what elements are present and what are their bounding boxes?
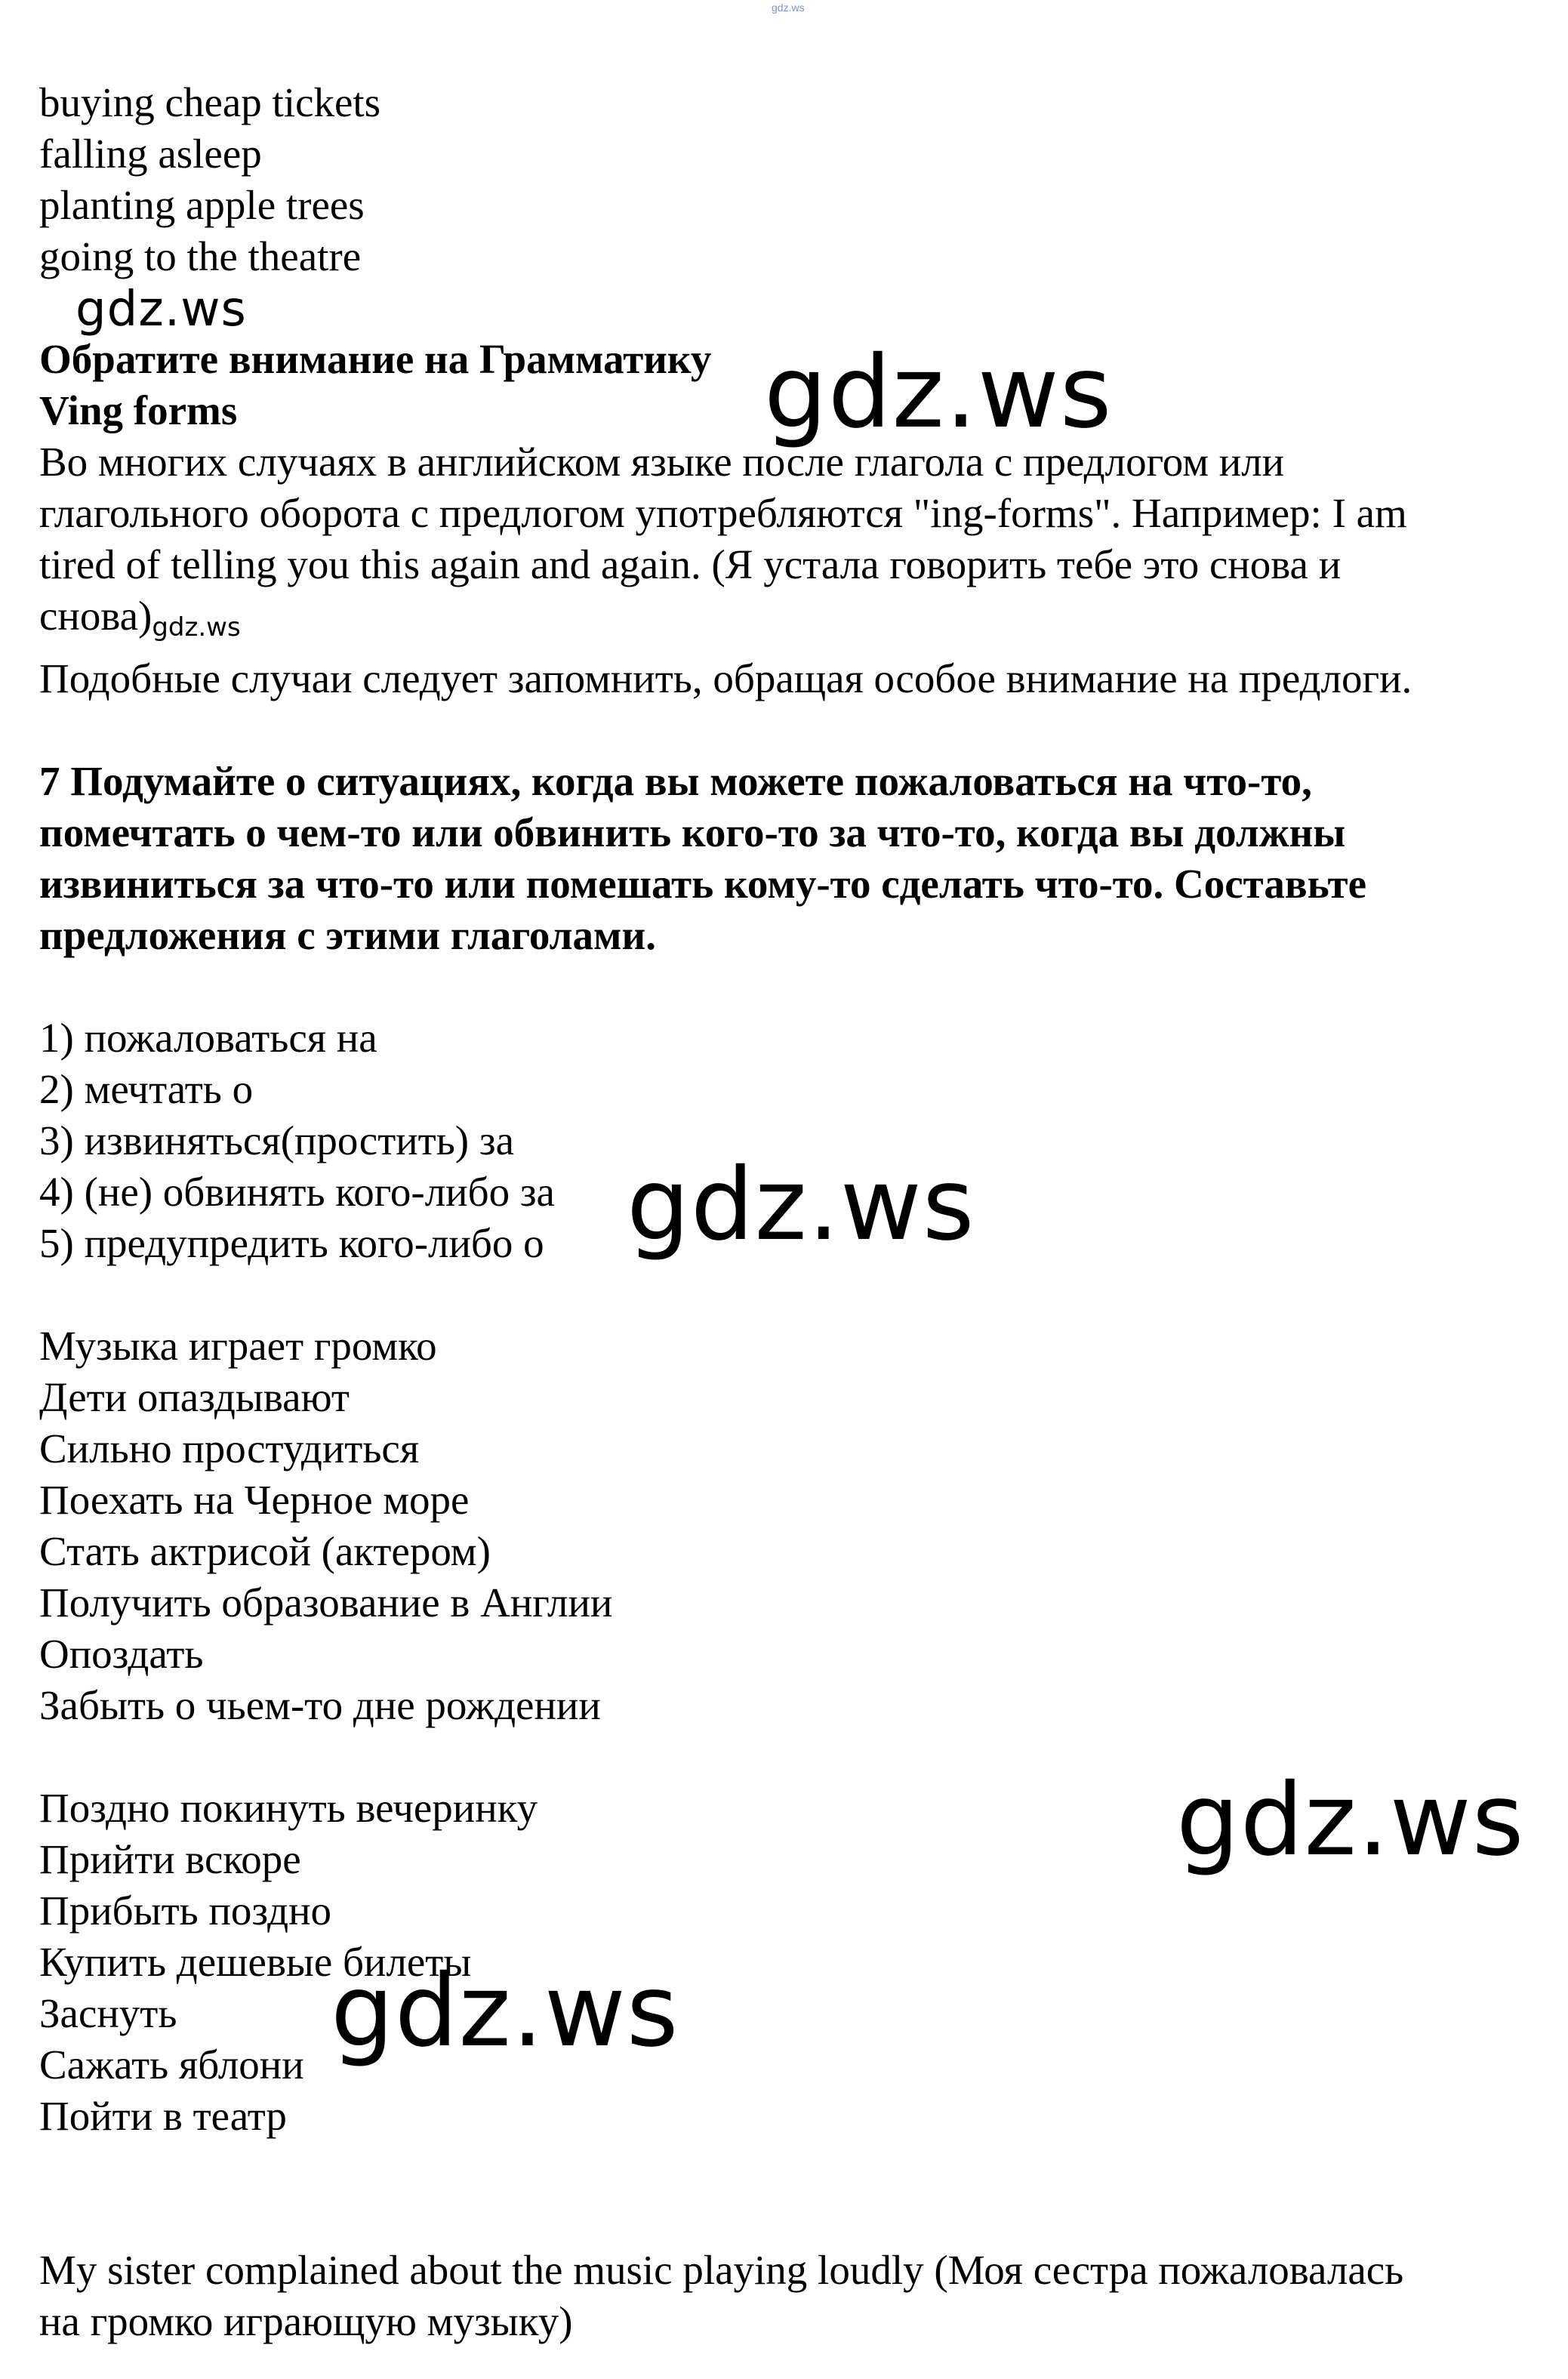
header-watermark: gdz.ws	[772, 2, 805, 14]
watermark-large: gdz.ws	[764, 334, 1113, 451]
task-line: помечтать о чем-то или обвинить кого-то за что-то, когда вы должны	[39, 809, 1346, 855]
situation-item: Прийти вскоре	[39, 1836, 301, 1882]
situation-item: Дети опаздывают	[39, 1374, 350, 1420]
spacer	[39, 1269, 1519, 1320]
situation-item: Пойти в театр	[39, 2093, 287, 2139]
grammar-subheading: Ving forms	[39, 387, 238, 433]
list-item: falling asleep	[39, 131, 262, 177]
situation-item: Поздно покинуть вечеринку	[39, 1785, 538, 1831]
grammar-paragraph-last-line	[39, 590, 1519, 653]
grammar-paragraph-line: Во многих случаях в английском языке после глагола с предлогом или	[39, 439, 1285, 485]
list-item: going to the theatre	[39, 233, 362, 279]
situation-item: Заснуть	[39, 1990, 177, 2036]
situation-item: Сильно простудиться	[39, 1425, 420, 1471]
inline-watermark: gdz.ws	[152, 612, 241, 643]
grammar-paragraph-line: снова)	[39, 593, 152, 639]
grammar-paragraph-line: tired of telling you this again and again. (Я устала говорить тебе это снова и	[39, 541, 1342, 587]
situation-item: Стать актрисой (актером)	[39, 1528, 491, 1574]
grammar-heading: Обратите внимание на Грамматику	[39, 336, 712, 382]
task-line: извиниться за что-то или помешать кому-то сделать что-то. Составьте	[39, 861, 1366, 907]
example-line: на громко играющую музыку)	[39, 2298, 573, 2344]
task-line: предложения с этими глаголами.	[39, 912, 656, 958]
situation-item: Купить дешевые билеты	[39, 1939, 472, 1985]
grammar-note: Подобные случаи следует запомнить, обращая особое внимание на предлоги.	[39, 655, 1412, 701]
verb-item: 5) предупредить кого-либо о	[39, 1220, 544, 1266]
list-item: planting apple trees	[39, 182, 365, 228]
situation-item: Музыка играет громко	[39, 1323, 437, 1369]
situation-item: Получить образование в Англии	[39, 1579, 613, 1626]
watermark-small: gdz.ws	[75, 282, 247, 337]
example-sentence	[39, 2245, 1519, 2347]
task-7	[39, 756, 1519, 961]
spacer	[39, 704, 1519, 756]
situation-item: Опоздать	[39, 1631, 204, 1677]
watermark-large: gdz.ws	[627, 1147, 975, 1263]
spacer	[39, 961, 1519, 1012]
situations-list-1	[39, 1320, 1519, 1731]
situation-item: Забыть о чьем-то дне рождении	[39, 1682, 601, 1728]
verb-item: 2) мечтать о	[39, 1066, 254, 1112]
watermark-large: gdz.ws	[1176, 1762, 1525, 1878]
situation-item: Прибыть поздно	[39, 1887, 332, 1934]
verb-item: 4) (не) обвинять кого-либо за	[39, 1169, 555, 1215]
verb-item: 1) пожаловаться на	[39, 1015, 377, 1061]
grammar-paragraph-line: глагольного оборота с предлогом употребляются "ing-forms". Например: I am	[39, 490, 1407, 536]
watermark-large: gdz.ws	[331, 1953, 679, 2069]
spacer	[39, 282, 1519, 337]
task-line: 7 Подумайте о ситуациях, когда вы можете пожаловаться на что-то,	[39, 758, 1312, 804]
list-item: buying cheap tickets	[39, 79, 381, 125]
situation-item: Сажать яблони	[39, 2042, 304, 2088]
example-line: My sister complained about the music playing loudly (Моя сестра пожаловалась	[39, 2247, 1404, 2293]
verb-item: 3) извиняться(простить) за	[39, 1117, 515, 1163]
situation-item: Поехать на Черное море	[39, 1477, 470, 1523]
top-list	[39, 77, 1519, 282]
spacer	[39, 2142, 1519, 2245]
